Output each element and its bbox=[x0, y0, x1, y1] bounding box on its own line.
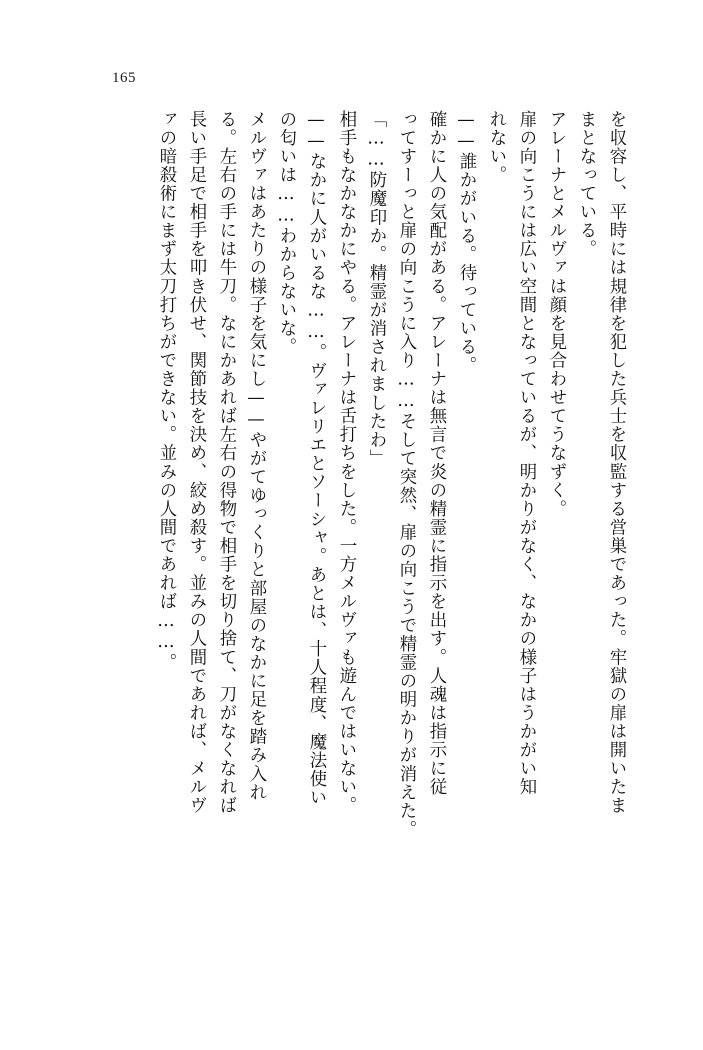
text-line: の匂いは……わからないな。 bbox=[276, 110, 296, 357]
text-line: まとなっている。 bbox=[576, 110, 596, 259]
text-line: アレーナとメルヴァは顔を見合わせてうなずく。 bbox=[546, 110, 566, 519]
text-line: れない。 bbox=[486, 110, 506, 185]
text-line: 相手もなかなかにやる。アレーナは舌打ちをした。一方メルヴァも遊んではいない。 bbox=[336, 110, 356, 815]
text-line: 「……防魔印か。精霊が消されましたわ」 bbox=[366, 110, 386, 468]
text-line: ——なかに人がいるな……。ヴァレリエとソーシャ。あとは、十人程度、魔法使い bbox=[306, 110, 326, 807]
text-line: ァの暗殺術にまず太刀打ちができない。並みの人間であれば……。 bbox=[156, 110, 176, 672]
text-line: を収容し、平時には規律を犯した兵士を収監する営巣であった。牢獄の扉は開いたま bbox=[606, 110, 626, 815]
text-line: 確かに人の気配がある。アレーナは無言で炎の精霊に指示を出す。人魂は指示に従 bbox=[426, 110, 446, 797]
text-line: メルヴァはあたりの様子を気にし——やがてゆっくりと部屋のなかに足を踏み入れ bbox=[246, 110, 266, 802]
text-line: 長い手足で相手を叩き伏せ、関節技を決め、絞め殺す。並みの人間であれば、メルヴ bbox=[186, 110, 206, 815]
text-line: ってすーっと扉の向こうに入り……そして突然、扉の向こうで精霊の明かりが消えた。 bbox=[396, 110, 416, 839]
body-text-block bbox=[71, 110, 631, 990]
text-line: る。左右の手には牛刀。なにかあれば左右の得物で相手を切り捨て、刀がなくなれば bbox=[216, 110, 236, 815]
page-number: 165 bbox=[112, 70, 136, 86]
text-line: 扉の向こうには広い空間となっているが、明かりがなく、なかの様子はうかがい知 bbox=[516, 110, 536, 797]
text-line: ——誰かがいる。待っている。 bbox=[456, 110, 476, 375]
